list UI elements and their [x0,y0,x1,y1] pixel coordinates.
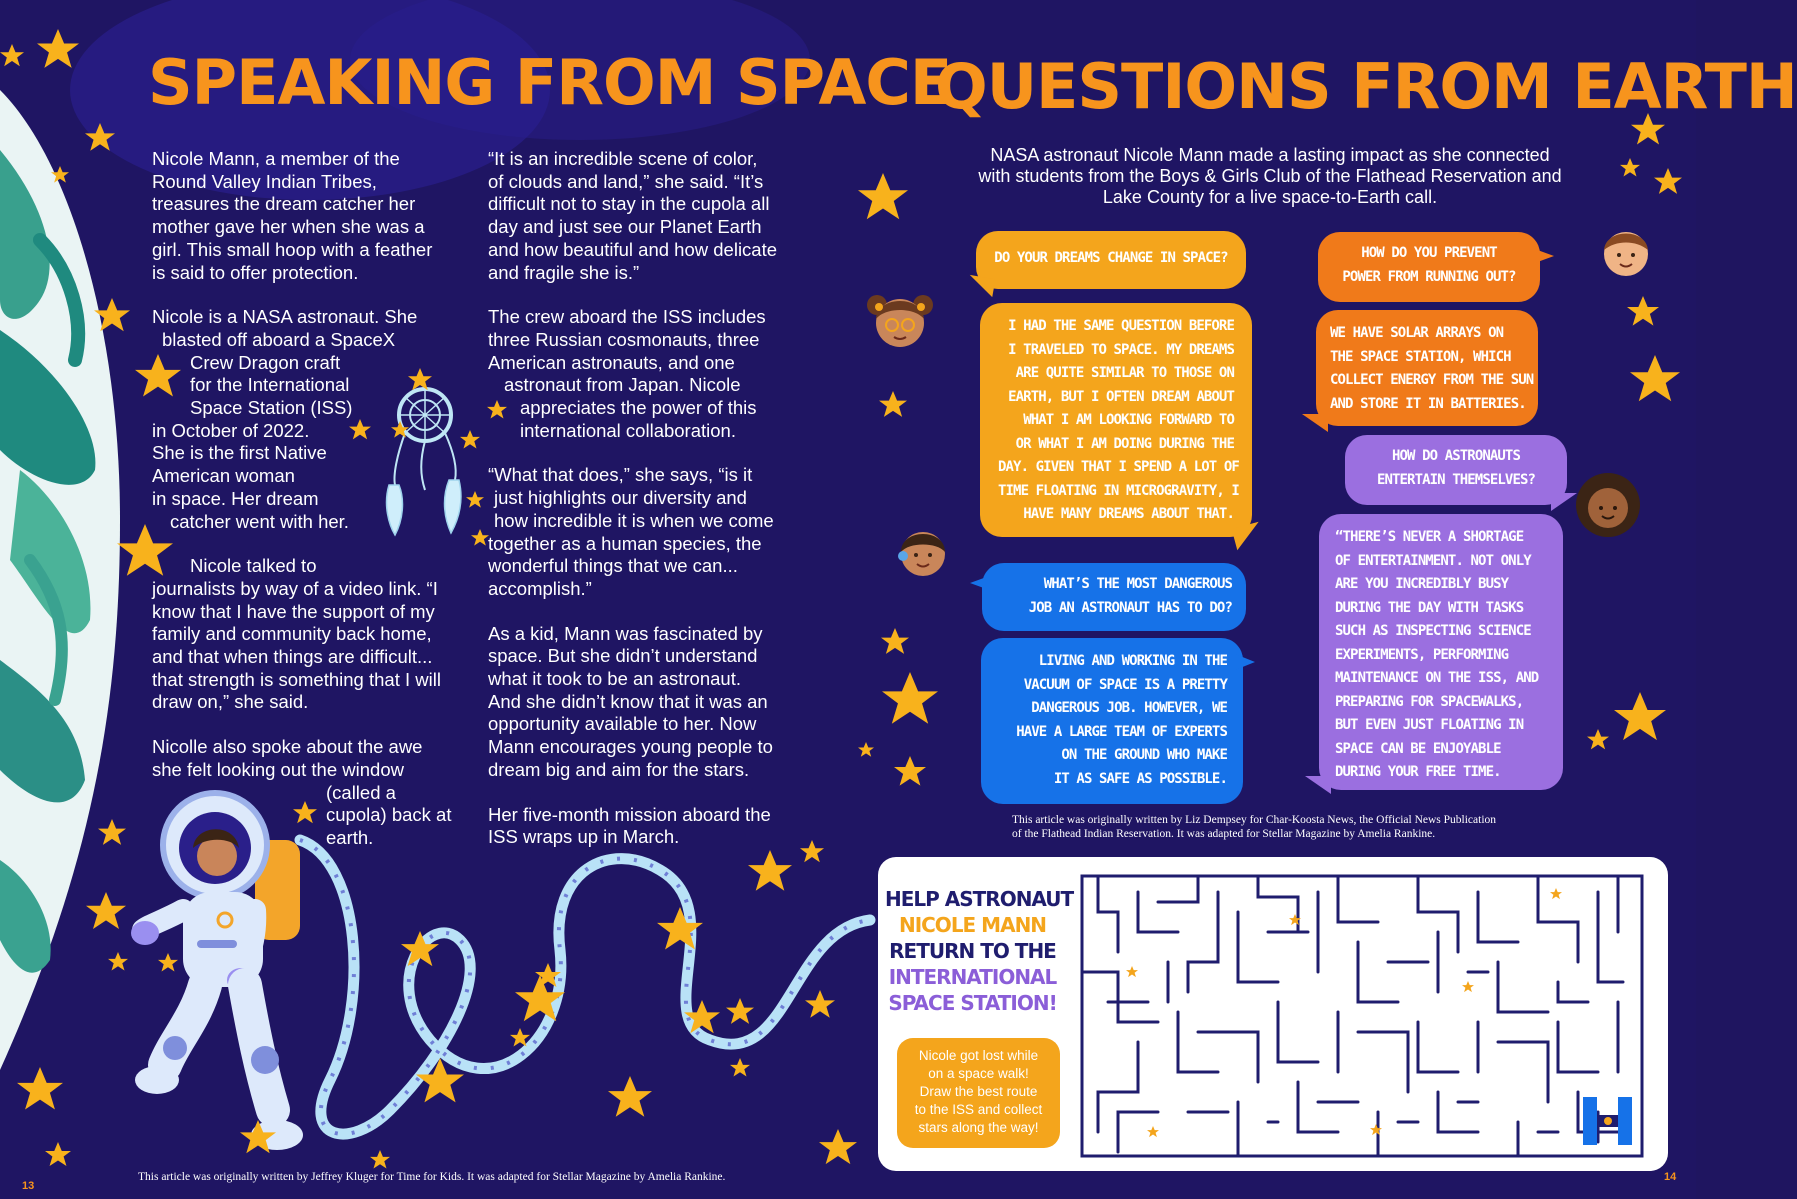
text-line: I HAD THE SAME QUESTION BEFORE [1008,318,1234,334]
star-icon [1587,729,1609,749]
star-icon [748,850,792,891]
text-line: of clouds and land,” she said. “It’s [488,170,764,192]
text-line: LIVING AND WORKING IN THE [1038,653,1227,669]
text-line: TIME FLOATING IN MICROGRAVITY, I [998,482,1239,499]
text-line: that strength is something that I will [152,668,441,690]
text-line: (called a [326,781,396,803]
text-line: SPACE STATION! [888,991,1057,1015]
answer-bubble [1319,514,1563,790]
star-icon [881,628,909,654]
star-icon [158,953,178,972]
star-icon [98,819,126,845]
star-icon [408,368,432,390]
text-line: Nicole talked to [190,555,317,577]
text-line: And she didn’t know that it was an [488,690,768,712]
text-line: HAVE MANY DREAMS ABOUT THAT. [1023,506,1234,522]
text-line: ARE QUITE SIMILAR TO THOSE ON [1015,365,1234,381]
text-line: This article was originally written by Liz Dempsey for Char-Koosta News, the Official News Publication [1012,814,1497,826]
star-icon [1654,168,1682,194]
text-line: she felt looking out the window [152,758,404,780]
question-bubble [1345,435,1567,505]
text-line: IT AS SAFE AS POSSIBLE. [1053,770,1227,787]
text-line: Mann encourages young people to [488,736,773,758]
text-line: blasted off aboard a SpaceX [162,328,396,350]
question-bubble [1318,232,1540,302]
answer-bubble [1316,310,1538,426]
text-line: MAINTENANCE ON THE ISS, AND [1335,670,1539,686]
star-icon [894,756,926,786]
star-icon [45,1142,71,1166]
text-line: HOW DO YOU PREVENT [1361,245,1497,261]
text-line: WHAT’S THE MOST DANGEROUS [1043,576,1232,592]
text-line: JOB AN ASTRONAUT HAS TO DO? [1028,599,1232,616]
text-line: OR WHAT I AM DOING DURING THE [1015,435,1234,452]
star-icon [1614,692,1666,740]
star-icon [370,1150,390,1169]
star-icon [730,1058,750,1077]
text-line: international collaboration. [520,419,736,441]
text-line: Nicolle also spoke about the awe [152,736,423,758]
text-line: “It is an incredible scene of color, [488,148,758,169]
answer-bubble [980,303,1252,537]
text-line: I TRAVELED TO SPACE. MY DREAMS [1008,341,1234,358]
text-line: appreciates the power of this [520,397,757,419]
text-line: of the Flathead Indian Reservation. It was adapted for Stellar Magazine by Amelia Rankine. [1012,828,1436,840]
maze-puzzle [1078,872,1648,1162]
text-line: treasures the dream catcher her [152,193,416,215]
text-line: for the International [190,374,350,396]
star-icon [0,44,24,66]
text-line: She is the first Native [152,442,327,464]
text-line: HELP ASTRONAUT [885,887,1074,911]
text-line: and how beautiful and how delicate [488,238,778,260]
text-line: VACUUM OF SPACE IS A PRETTY [1023,676,1227,693]
text-line: dream big and aim for the stars. [488,758,750,780]
text-line: on a space walk! [928,1066,1029,1081]
text-line: in October of 2022. [152,419,310,441]
text-line: cupola) back at [326,804,452,826]
article-credit-right [1012,813,1496,841]
text-line: NASA astronaut Nicole Mann made a lasting impact as she connected [990,145,1550,165]
question-bubble [976,231,1246,289]
text-line: Draw the best route [919,1084,1038,1099]
text-line: difficult not to stay in the cupola all [488,193,770,215]
star-icon [391,421,409,438]
star-icon [684,1000,720,1033]
text-line: HOW DO ASTRONAUTS [1392,448,1520,464]
question-text: DO YOUR DREAMS CHANGE IN SPACE? [994,250,1228,266]
text-line: together as a human species, the [488,532,762,554]
star-icon [51,166,69,183]
text-line: ON THE GROUND WHO MAKE [1061,747,1227,763]
text-line: THE SPACE STATION, WHICH [1330,348,1511,365]
star-icon [1627,296,1659,326]
text-line: Space Station (ISS) [190,397,353,419]
text-line: family and community back home, [152,623,432,645]
text-line: what it took to be an astronaut. [488,668,741,690]
star-icon [37,29,79,68]
text-line: to the ISS and collect [914,1102,1043,1117]
star-icon [858,173,908,219]
space-station-icon [1583,1097,1632,1145]
star-icon [117,524,173,576]
text-line: ARE YOU INCREDIBLY BUSY [1335,576,1509,592]
star-icon [879,391,907,417]
text-line: Round Valley Indian Tribes, [152,170,377,192]
text-line: is said to offer protection. [152,261,359,283]
text-line: Nicole got lost while [918,1048,1039,1063]
star-icon [293,801,317,823]
answer-bubble [981,638,1243,804]
star-icon [416,1058,464,1102]
star-icon [805,990,835,1018]
text-line: “What that does,” she says, “is it [488,464,753,486]
maze-instructions [897,1038,1060,1148]
page-number-left: 13 [22,1180,35,1192]
star-icon [86,892,126,929]
text-line: DANGEROUS JOB. HOWEVER, WE [1031,700,1227,716]
text-line: DAY. GIVEN THAT I SPEND A LOT OF [998,459,1239,475]
star-icon [510,1028,530,1047]
question-bubble [982,563,1246,631]
star-icon [515,975,565,1021]
text-line: with students from the Boys & Girls Club of the Flathead Reservation and [978,166,1562,186]
star-icon [800,840,824,862]
text-line: ENTERTAIN THEMSELVES? [1376,471,1536,488]
text-line: BUT EVEN JUST FLOATING IN [1335,717,1524,733]
text-line: The crew aboard the ISS includes [488,306,766,328]
text-line: DURING YOUR FREE TIME. [1335,764,1501,780]
text-line: WHAT I AM LOOKING FORWARD TO [1023,412,1234,428]
text-line: girl. This small hoop with a feather [152,238,433,260]
text-line: ISS wraps up in March. [488,826,680,848]
text-line: COLLECT ENERGY FROM THE SUN [1330,372,1534,388]
star-icon [882,672,938,724]
text-line: astronaut from Japan. Nicole [504,374,741,396]
text-line: space. But she didn’t understand [488,645,758,667]
text-line: three Russian cosmonauts, three [488,328,760,350]
text-line: Crew Dragon craft [190,351,341,373]
text-line: “THERE’S NEVER A SHORTAGE [1335,529,1524,545]
text-line: earth. [326,826,374,848]
text-line: Her five-month mission aboard the [488,803,771,825]
star-icon [487,400,507,419]
text-line: HAVE A LARGE TEAM OF EXPERTS [1016,723,1227,740]
text-line: OF ENTERTAINMENT. NOT ONLY [1335,552,1531,569]
star-icon [1620,158,1640,177]
text-line: DURING THE DAY WITH TASKS [1335,599,1524,616]
page-number-right: 14 [1664,1171,1677,1183]
star-icon [460,430,480,449]
text-line: opportunity available to her. Now [488,713,757,735]
text-line: how incredible it is when we come [494,509,774,531]
text-line: in space. Her dream [152,487,319,509]
star-icon [819,1129,857,1164]
star-icon [135,354,181,397]
text-line: POWER FROM RUNNING OUT? [1342,268,1516,285]
text-line: SUCH AS INSPECTING SCIENCE [1335,623,1531,639]
text-line: American astronauts, and one [488,351,735,373]
kid-face-icon [893,522,953,582]
text-line: wonderful things that we can... [488,555,738,577]
text-line: WE HAVE SOLAR ARRAYS ON [1330,325,1504,341]
text-line: PREPARING FOR SPACEWALKS, [1335,693,1524,710]
text-line: Lake County for a live space-to-Earth call. [1102,187,1438,207]
star-icon [94,298,130,331]
star-icon [17,1067,63,1110]
star-icon [108,952,128,971]
text-line: know that I have the support of my [152,600,435,622]
text-line: As a kid, Mann was fascinated by [488,622,763,644]
text-line: EARTH, BUT I OFTEN DREAM ABOUT [1008,388,1234,405]
star-icon [240,1120,276,1153]
text-line: American woman [152,465,295,487]
star-icon [726,998,754,1024]
text-line: SPACE CAN BE ENJOYABLE [1335,740,1501,757]
page-title-speaking: SPEAKING FROM SPACE [148,46,952,119]
text-line: AND STORE IT IN BATTERIES. [1330,395,1526,412]
intro-text [930,145,1610,208]
text-line: Nicole is a NASA astronaut. She [152,306,418,328]
text-line: accomplish.” [488,577,592,599]
text-line: and fragile she is.” [488,261,640,283]
star-icon [608,1076,652,1117]
maze-title [885,886,1074,1016]
text-line: RETURN TO THE [889,939,1056,963]
text-line: and that when things are difficult... [152,646,433,668]
text-line: journalists by way of a video link. “I [152,577,438,599]
text-line: Nicole Mann, a member of the [152,148,400,169]
text-line: day and just see our Planet Earth [488,216,762,238]
kid-face-icon [865,285,935,355]
text-line: stars along the way! [918,1120,1039,1135]
star-icon [1630,355,1680,401]
star-icon [471,529,489,546]
text-line: INTERNATIONAL [888,965,1057,989]
text-line: mother gave her when she was a [152,216,425,238]
article-credit-left: This article was originally written by Jeffrey Kluger for Time for Kids. It was adapted for Stellar Magazine by Amelia Rankine. [138,1171,726,1183]
kid-face-icon [1596,222,1656,282]
star-icon [349,419,371,439]
text-line: NICOLE MANN [898,913,1047,937]
star-icon [858,742,874,757]
text-line: just highlights our diversity and [494,487,747,509]
star-icon [657,907,703,950]
page-title-questions: QUESTIONS FROM EARTH [935,50,1797,123]
text-line: catcher went with her. [170,510,349,532]
kid-face-icon [1573,470,1643,540]
star-icon [85,123,115,151]
text-line: EXPERIMENTS, PERFORMING [1335,646,1509,663]
text-line: draw on,” she said. [152,691,309,713]
star-icon [466,491,484,508]
star-icon [401,931,439,966]
